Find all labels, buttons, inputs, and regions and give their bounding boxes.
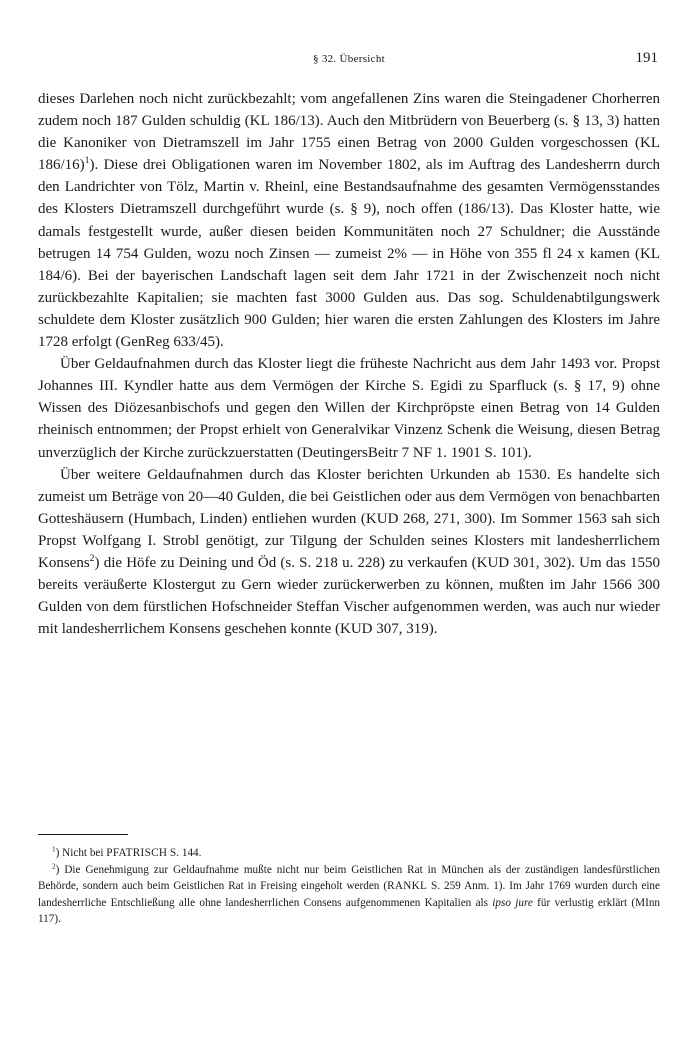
footnote-text: für verlustig erklärt (MInn 117). (38, 896, 661, 926)
paragraph-text: ) die Höfe zu Deining und Öd (s. S. 218 u. 228) zu verkaufen (KUD 301, 302). Um das 1550 bereits veräußerte Klostergut zu Gern wieder zurückerwerben zu können, mußten im Jahr 1566 300 Gulden von dem fürstlichen Hofschneider Steffan Vischer aufgenommen werden, was auch nur wieder mit landesherrlichem Konsens geschehen konnte (KUD 307, 319). (38, 554, 660, 638)
footnote-text: Nicht bei (62, 847, 107, 859)
footnote-text: S. 144. (167, 847, 202, 859)
footnote-text: Die Genehmigung zur Geldaufnahme mußte nicht nur beim Geistlichen Rat in München als der zuständigen landesfürstlichen Behörde, sondern auch beim Geistlichen Rat in Freising eingeholt werden ( (38, 863, 660, 893)
paragraph-3 (38, 464, 660, 641)
paragraph-2 (38, 353, 660, 463)
paragraph-text: Über Geldaufnahmen durch das Kloster liegt die früheste Nachricht aus dem Jahr 1493 vor. Propst Johannes III. Kyndler hatte aus dem Vermögen der Kirche S. Egidi zu Sparfluck (s. § 17, 9) ohne Wissen des Diözesanbischofs und gegen den Willen der Kirchpröpste einen Betrag von 14 Gulden rheinisch entnommen; der Propst erhielt von Generalvikar Vinzenz Schenk die Weisung, diesen Betrag unverzüglich der Kirche zurückzuerstatten (DeutingersBeitr 7 NF 1. 1901 S. 101). (38, 356, 660, 461)
footnote-ref-2: 2 (89, 552, 95, 564)
footnote-2: $^2$) Die Genehmigung zur Geldaufnahme mußte nicht nur beim Geistlichen Rat in München als der zuständigen landesfürstlichen Behörde, sondern auch beim Geistlichen Rat in Freising eingeholt werden (RANKL S. 259 Anm. 1). Im Jahr 1769 wurden durch eine landesherrliche Entschließung alle ohne landesherrlichen Consens aufgenommenen Kapitalien als ipso jure für verlustig erklärt (MInn 117). (38, 861, 661, 926)
footnote-1: $^1$) Nicht bei PFATRISCH S. 144. (52, 845, 202, 859)
paragraph-text: ). Diese drei Obligationen waren im November 1802, als im Auftrag des Landesherrn durch den Landrichter von Tölz, Martin v. Rheinl, eine Bestandsaufnahme des gesamten Vermögensstandes des Klosters Dietramszell durchgeführt wurde (s. § 9), noch offen (186/13). Das Kloster hatte, wie damals festgestellt wurde, außer diesen beiden Kommunitäten noch 27 Schuldner; die Ausstände betrugen 14 754 Gulden, wozu noch Zinsen — zumeist 2% — in Höhe von 355 fl 24 x kamen (KL 184/6). Bei der bayerischen Landschaft lagen seit dem Jahr 1721 in der Zwischenzeit noch nicht zurückbezahlte Kapitalien; sie machten fast 3000 Gulden aus. Das sog. Schuldenabtilgungswerk schuldete dem Kloster zusätzlich 900 Gulden; hier waren die ersten Zahlungen des Klosters im Jahre 1728 erfolgt (GenReg 633/45). (38, 157, 660, 351)
main-text (38, 88, 660, 640)
paragraph-1 (38, 88, 660, 353)
page-number: 191 (635, 50, 658, 66)
latin-phrase: ipso jure (492, 896, 533, 909)
author-name: PFATRISCH (106, 847, 168, 859)
running-head: § 32. Übersicht (312, 53, 385, 65)
footnote-marker: 2 (52, 861, 56, 870)
footnote-ref-1: 1 (84, 155, 90, 167)
page-header (38, 50, 660, 70)
footnote-marker: 1 (52, 845, 56, 854)
footnotes (38, 845, 660, 928)
footnote-divider (38, 834, 128, 835)
author-name: RANKL (387, 880, 428, 893)
paragraph-text: dieses Darlehen noch nicht zurückbezahlt; vom angefallenen Zins waren die Steingadener Chorherren zudem noch 187 Gulden schuldig (KL 186/13). Auch den Mitbrüdern von Beuerberg (s. § 13, 3) hatten die Kanoniker von Dietramszell im Jahr 1755 einen Betrag von 2000 Gulden vorgeschossen (KL 186/16) (38, 91, 660, 174)
paragraph-text: Über weitere Geldaufnahmen durch das Kloster berichten Urkunden ab 1530. Es handelte sich zumeist um Beträge von 20—40 Gulden, die bei Geistlichen oder aus dem Vermögen von benachbarten Gotteshäusern (Humbach, Linden) entliehen wurden (KUD 268, 271, 300). Im Sommer 1563 sah sich Propst Wolfgang I. Strobl genötigt, zur Tilgung der Schulden seines Klosters mit landesherrlichem Konsens (38, 466, 660, 571)
footnote-text: S. 259 Anm. 1). Im Jahr 1769 wurden durch eine landesherrliche Entschließung alle ohne landesherrlichen Consens aufgenommenen Kapitalien als (38, 880, 660, 909)
